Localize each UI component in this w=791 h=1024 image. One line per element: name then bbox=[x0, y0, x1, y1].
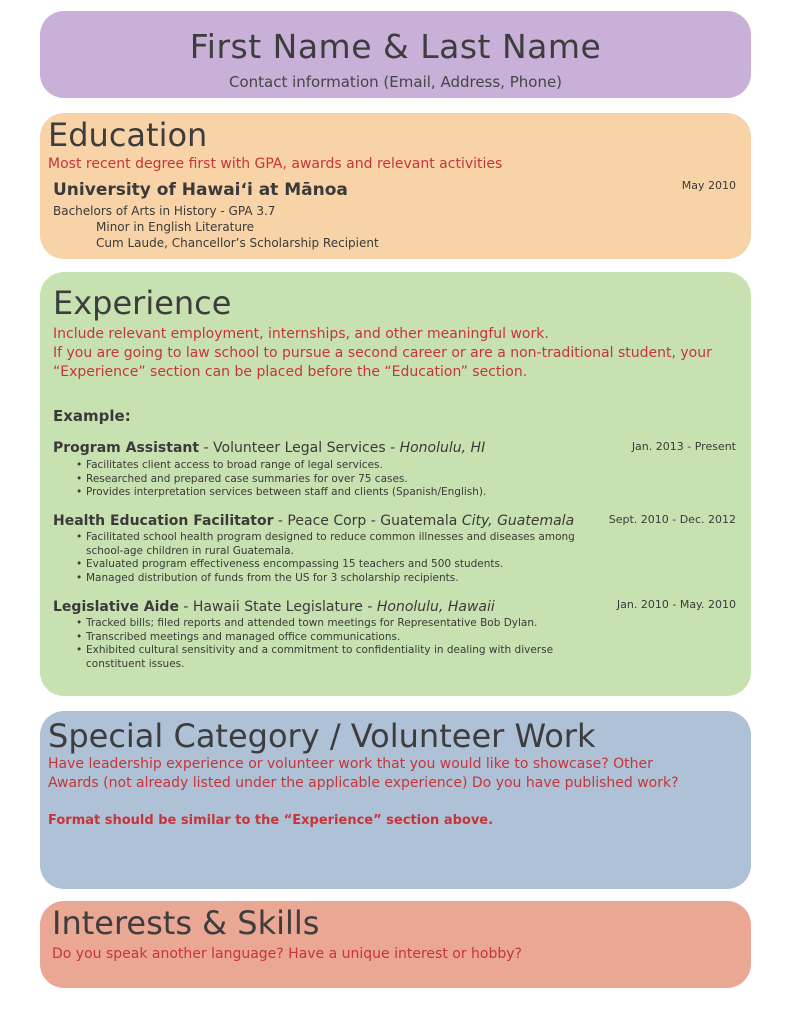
job-role: Legislative Aide bbox=[53, 599, 179, 615]
experience-note-1: Include relevant employment, internships, and other meaningful work. bbox=[53, 326, 549, 342]
job-date: Jan. 2010 - May. 2010 bbox=[616, 598, 736, 611]
job-location: Honolulu, Hawaii bbox=[376, 599, 495, 615]
experience-section bbox=[40, 272, 751, 696]
minor: Minor in English Literature bbox=[96, 220, 255, 234]
job-org: - Hawaii State Legislature - bbox=[178, 599, 377, 615]
format-note: Format should be similar to the “Experience” section above. bbox=[48, 813, 494, 828]
job-date: Jan. 2013 - Present bbox=[631, 440, 736, 453]
school-name: University of Hawaiʻi at Mānoa bbox=[53, 180, 348, 200]
special-title: Special Category / Volunteer Work bbox=[48, 717, 596, 755]
full-name: First Name & Last Name bbox=[189, 27, 602, 66]
job-role: Program Assistant bbox=[53, 440, 200, 456]
job-bullets bbox=[76, 617, 576, 671]
education-section bbox=[40, 113, 751, 259]
job-date: Sept. 2010 - Dec. 2012 bbox=[608, 513, 736, 526]
education-date: May 2010 bbox=[681, 179, 736, 192]
list-item: • Facilitated school health program designed to reduce common illnesses and diseases among school-age children in rural Guatemala. bbox=[76, 531, 586, 558]
honors: Cum Laude, Chancellor’s Scholarship Recipient bbox=[96, 236, 379, 250]
interests-note: Do you speak another language? Have a unique interest or hobby? bbox=[52, 946, 522, 962]
list-item: • Transcribed meetings and managed office communications. bbox=[76, 631, 576, 645]
list-item: • Exhibited cultural sensitivity and a commitment to confidentiality in dealing with diverse constituent issues. bbox=[76, 644, 576, 671]
list-item: • Managed distribution of funds from the US for 3 scholarship recipients. bbox=[76, 572, 586, 586]
job-role: Health Education Facilitator bbox=[53, 513, 274, 529]
header-section bbox=[40, 11, 751, 98]
job-title-line bbox=[53, 513, 574, 529]
list-item: • Facilitates client access to broad range of legal services. bbox=[76, 459, 596, 473]
list-item: • Researched and prepared case summaries for over 75 cases. bbox=[76, 473, 596, 487]
contact-info: Contact information (Email, Address, Phone) bbox=[228, 73, 563, 91]
job-title-line bbox=[53, 440, 485, 456]
education-note: Most recent degree first with GPA, awards and relevant activities bbox=[48, 156, 503, 172]
job-bullets bbox=[76, 459, 596, 500]
list-item: • Tracked bills; filed reports and attended town meetings for Representative Bob Dylan. bbox=[76, 617, 576, 631]
job-bullets bbox=[76, 531, 586, 585]
interests-section bbox=[40, 901, 751, 988]
job-org: - Volunteer Legal Services - bbox=[199, 440, 400, 456]
job-org: - Peace Corp - Guatemala bbox=[273, 513, 462, 529]
education-title: Education bbox=[48, 116, 208, 154]
job-location: City, Guatemala bbox=[461, 513, 575, 529]
special-note: Have leadership experience or volunteer work that you would like to showcase? Other Awards (not already listed under the applicable experience) Do you have published work? bbox=[48, 756, 679, 791]
experience-title: Experience bbox=[53, 284, 232, 322]
interests-title: Interests & Skills bbox=[52, 904, 320, 942]
list-item: • Evaluated program effectiveness encompassing 15 teachers and 500 students. bbox=[76, 558, 586, 572]
job-location: Honolulu, HI bbox=[399, 440, 486, 456]
special-section bbox=[40, 711, 751, 889]
list-item: • Provides interpretation services between staff and clients (Spanish/English). bbox=[76, 486, 596, 500]
example-label: Example: bbox=[53, 407, 131, 425]
experience-note-2: If you are going to law school to pursue a second career or are a non-traditional student, your “Experience” section can be placed before the “Education” section. bbox=[53, 345, 712, 380]
degree: Bachelors of Arts in History - GPA 3.7 bbox=[53, 204, 276, 218]
job-title-line bbox=[53, 599, 495, 615]
